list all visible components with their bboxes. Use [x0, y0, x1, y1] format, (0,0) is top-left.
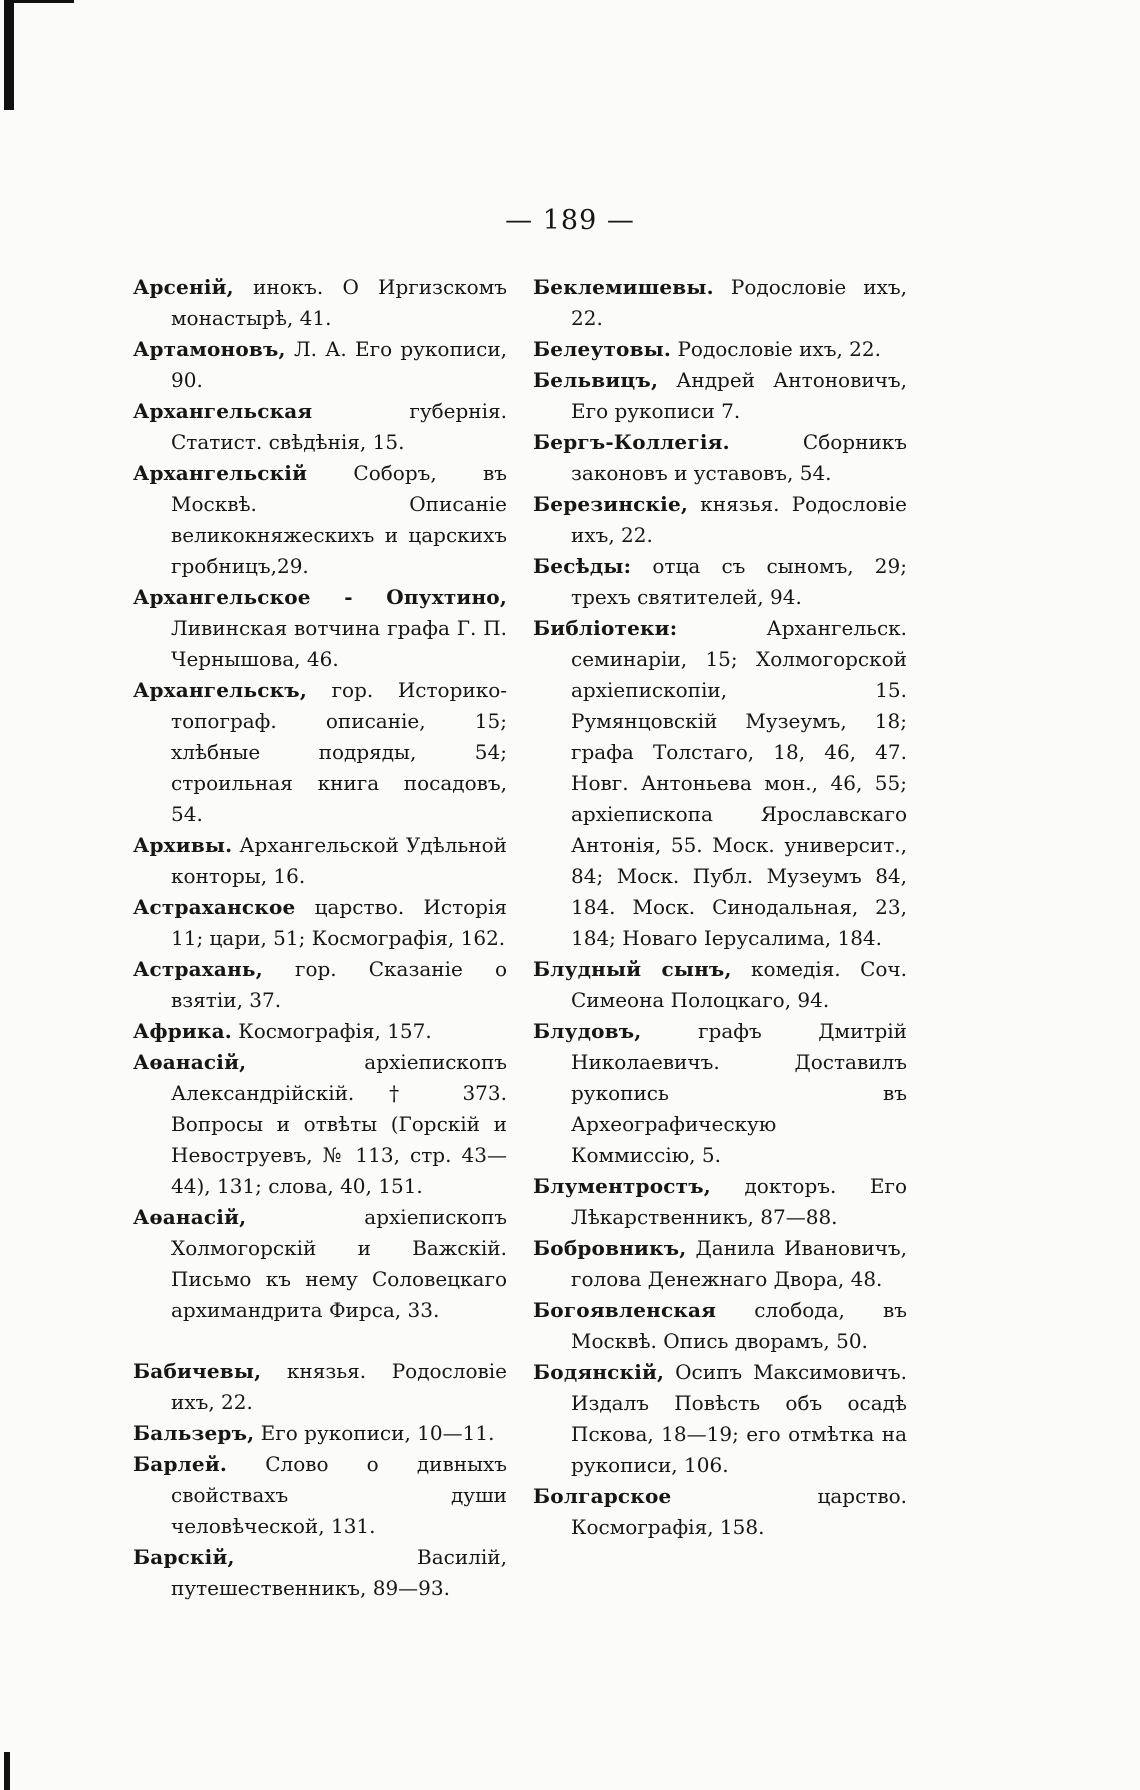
entry-headword: Беклемишевы. — [533, 275, 714, 299]
entry-headword: Бобровникъ, — [533, 1236, 687, 1260]
entry-headword: Библіотеки: — [533, 616, 678, 640]
index-entry — [533, 489, 907, 551]
index-entry — [133, 1047, 507, 1202]
entry-headword: Болгарское — [533, 1484, 672, 1508]
entry-text: Слово о дивныхъ свойствахъ души человѣческой, 131. — [171, 1452, 508, 1538]
index-entry — [533, 1016, 907, 1171]
entry-text: губернія. Статист. свѣдѣнія, 15. — [171, 399, 507, 454]
entry-headword: Бальзеръ, — [133, 1421, 255, 1445]
entry-text: Андрей Антоновичъ, Его рукописи 7. — [571, 368, 907, 423]
entry-headword: Бесѣды: — [533, 554, 632, 578]
entry-headword: Арсеній, — [133, 275, 234, 299]
section-gap — [133, 1326, 507, 1356]
entry-headword: Архивы. — [133, 833, 233, 857]
entry-text: Родословіе ихъ, 22. — [571, 275, 907, 330]
entry-text: князья. Родословіе ихъ, 22. — [571, 492, 907, 547]
entry-headword: Бодянскій, — [533, 1360, 665, 1384]
index-entry — [533, 1481, 907, 1543]
entry-headword: Бергъ-Коллегія. — [533, 430, 730, 454]
entry-text: князья. Родословіе ихъ, 22. — [171, 1359, 507, 1414]
entry-headword: Богоявленская — [533, 1298, 717, 1322]
entry-text: комедія. Соч. Симеона Полоцкаго, 94. — [571, 957, 907, 1012]
entry-headword: Архангельская — [133, 399, 313, 423]
right-column — [533, 272, 907, 1543]
entry-headword: Аѳанасій, — [133, 1050, 247, 1074]
index-entry — [533, 334, 907, 365]
entry-headword: Бабичевы, — [133, 1359, 262, 1383]
index-entry — [533, 954, 907, 1016]
entry-text: графъ Дмитрій Николаевичъ. Доставилъ рукопись въ Археографическую Коммиссію, 5. — [571, 1019, 908, 1167]
entry-text: Архангельск. семинаріи, 15; Холмогорской архіепископіи, 15. Румянцовскій Музеумъ, 18; графа Толстаго, 18, 46, 47. Новг. Антоньева мон., 46, 55; архіепископа Ярославскаго Антонія, 55. Моск. университ., 84; Моск. Публ. Музеумъ 84, 184. Моск. Синодальная, 23, 184; Новаго Іерусалима, 184. — [571, 616, 907, 950]
index-entry — [533, 551, 907, 613]
entry-text: Данила Ивановичъ, голова Денежнаго Двора, 48. — [571, 1236, 907, 1291]
entry-text: Осипъ Максимовичъ. Издалъ Повѣсть объ осадѣ Пскова, 18—19; его отмѣтка на рукописи, 106. — [571, 1360, 908, 1477]
entry-headword: Барскій, — [133, 1545, 235, 1569]
entry-headword: Блудный сынъ, — [533, 957, 732, 981]
index-entry — [533, 272, 907, 334]
entry-headword: Архангельское - Опухтино, — [133, 585, 507, 609]
scan-edge-mark-top-thin — [14, 0, 74, 3]
scan-edge-mark-bottom — [4, 1752, 10, 1790]
index-entry — [533, 1295, 907, 1357]
left-column — [133, 272, 507, 1604]
entry-text: Родословіе ихъ, 22. — [677, 337, 881, 361]
entry-headword: Березинскіе, — [533, 492, 689, 516]
scan-edge-mark-top — [4, 0, 14, 110]
index-entry — [133, 582, 507, 675]
entry-text: отца съ сыномъ, 29; трехъ святителей, 94. — [571, 554, 907, 609]
entry-text: Л. А. Его рукописи, 90. — [171, 337, 508, 392]
entry-headword: Аѳанасій, — [133, 1205, 247, 1229]
entry-text: Его рукописи, 10—11. — [260, 1421, 495, 1445]
index-entry — [133, 892, 507, 954]
entry-text: гор. Сказаніе о взятіи, 37. — [171, 957, 507, 1012]
index-entry — [133, 458, 507, 582]
index-entry — [533, 365, 907, 427]
index-entry — [133, 1016, 507, 1047]
index-entry — [133, 675, 507, 830]
index-entry — [133, 1356, 507, 1418]
entry-headword: Африка. — [133, 1019, 232, 1043]
entry-text: царство. Исторія 11; цари, 51; Космографія, 162. — [171, 895, 507, 950]
entry-headword: Артамоновъ, — [133, 337, 286, 361]
entry-headword: Белеутовы. — [533, 337, 672, 361]
index-entry — [533, 427, 907, 489]
index-entry — [533, 613, 907, 954]
entry-text: Соборъ, въ Москвѣ. Описаніе великокняжескихъ и царскихъ гробницъ,29. — [171, 461, 507, 578]
entry-text: инокъ. О Иргизскомъ монастырѣ, 41. — [171, 275, 507, 330]
index-entry — [133, 1449, 507, 1542]
entry-headword: Астрахань, — [133, 957, 263, 981]
index-entry — [133, 830, 507, 892]
entry-headword: Барлей. — [133, 1452, 228, 1476]
entry-text: архіепископъ Александрійскій. † 373. Вопросы и отвѣты (Горскій и Невоструевъ, № 113, стр. 43—44), 131; слова, 40, 151. — [171, 1050, 507, 1198]
index-entry — [133, 1542, 507, 1604]
entry-headword: Блудовъ, — [533, 1019, 642, 1043]
index-entry — [133, 396, 507, 458]
entry-text: Ливинская вотчина графа Г. П. Чернышова, 46. — [171, 616, 507, 671]
index-entry — [133, 272, 507, 334]
entry-headword: Астраханское — [133, 895, 296, 919]
entry-text: слобода, въ Москвѣ. Опись дворамъ, 50. — [571, 1298, 908, 1353]
entry-headword: Архангельскъ, — [133, 678, 307, 702]
entry-text: Архангельской Удѣльной конторы, 16. — [171, 833, 507, 888]
entry-text: докторъ. Его Лѣкарственникъ, 87—88. — [571, 1174, 907, 1229]
entry-text: Космографія, 157. — [238, 1019, 432, 1043]
index-entry — [133, 334, 507, 396]
entry-text: Сборникъ законовъ и уставовъ, 54. — [571, 430, 907, 485]
page-number: — 189 — — [505, 205, 635, 236]
index-entry — [533, 1357, 907, 1481]
entry-text: царство. Космографія, 158. — [571, 1484, 907, 1539]
entry-text: гор. Историко-топограф. описаніе, 15; хлѣбные подряды, 54; строильная книга посадовъ, 54. — [171, 678, 507, 826]
index-entry — [133, 954, 507, 1016]
entry-text: архіепископъ Холмогорскій и Важскій. Письмо къ нему Соловецкаго архимандрита Фирса, 33. — [171, 1205, 507, 1322]
entry-headword: Бельвицъ, — [533, 368, 659, 392]
index-entry — [533, 1171, 907, 1233]
index-entry — [533, 1233, 907, 1295]
entry-headword: Архангельскій — [133, 461, 308, 485]
index-entry — [133, 1202, 507, 1326]
entry-headword: Блументростъ, — [533, 1174, 711, 1198]
index-entry — [133, 1418, 507, 1449]
entry-text: Василій, путешественникъ, 89—93. — [171, 1545, 507, 1600]
